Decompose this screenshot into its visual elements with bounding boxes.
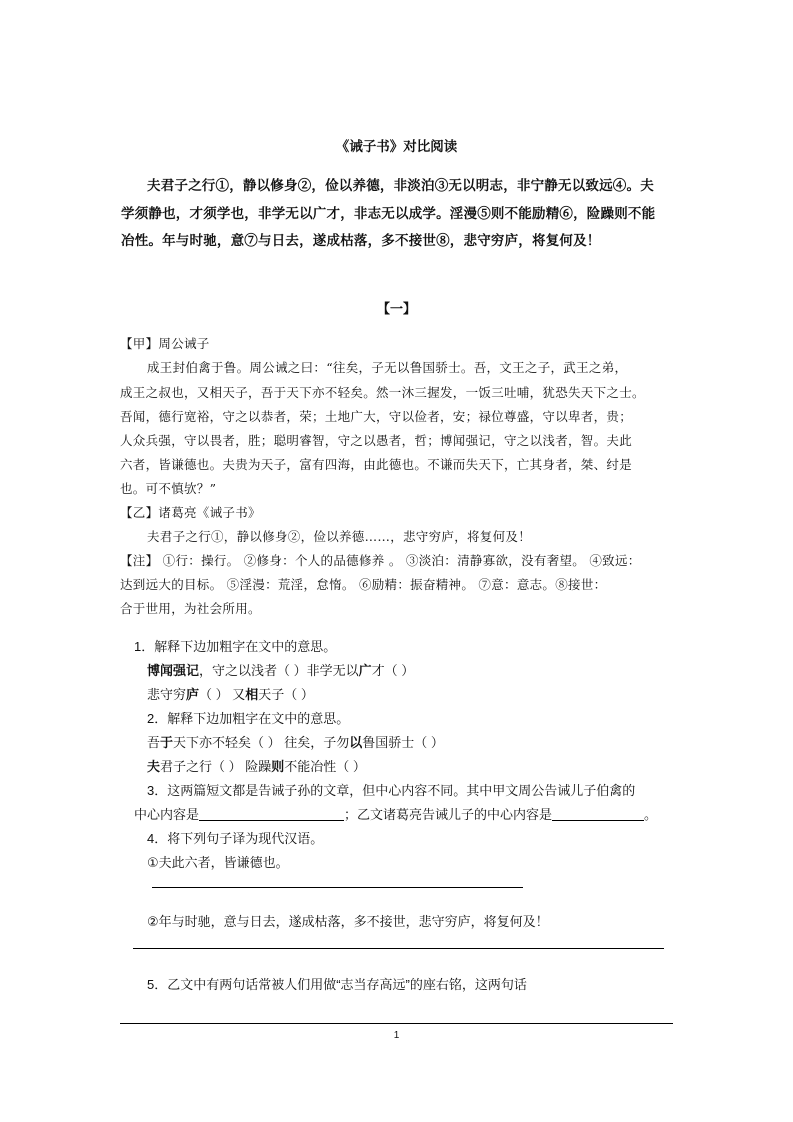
q3-answer-blank-1[interactable] — [199, 808, 344, 821]
jia-line-6: 也。可不慎欤？” — [120, 481, 217, 496]
q2-label: 2．解释下边加粗字在文中的意思。 — [147, 711, 350, 726]
q2-bold-4: 则 — [271, 759, 285, 774]
intro-line-1: 夫君子之行①，静以修身②，俭以养德，非淡泊③无以明志，非宁静无以致远④。夫 — [147, 178, 654, 194]
q2-bold-3: 夫 — [147, 759, 161, 774]
q1-text-1: ，守之以浅者（ ）非学无以 — [199, 663, 359, 678]
jia-line-5: 六者，皆谦德也。夫贵为天子，富有四海，由此德也。不谦而失天下，亡其身者，桀、纣是 — [120, 457, 633, 472]
jia-heading: 【甲】周公诫子 — [120, 336, 210, 351]
q2-text-4: 君子之行（ ） 险躁 — [160, 759, 272, 774]
footer-divider — [120, 1023, 673, 1024]
q1-bold-4: 相 — [245, 687, 259, 702]
q2-text-1: 吾 — [147, 735, 161, 750]
q4-answer-line-2[interactable] — [133, 948, 664, 949]
page-number: 1 — [393, 1030, 400, 1041]
q5-label: 5．乙文中有两句话常被人们用做“志当存高远”的座右铭，这两句话 — [147, 977, 527, 992]
q2-row-1 — [147, 732, 444, 751]
section-heading: 【一】 — [376, 302, 416, 317]
q1-text-2: 才（ ） — [371, 663, 415, 678]
q1-text-4: （ ） 又 — [199, 687, 246, 702]
page-title: 《诫子书》对比阅读 — [335, 139, 458, 155]
q2-row-2 — [147, 756, 366, 775]
q2-text-2: 天下亦不轻矣（ ） 往矣，子勿 — [173, 735, 350, 750]
q4-sentence-2: ②年与时驰，意与日去，遂成枯落，多不接世，悲守穷庐，将复何及！ — [147, 914, 549, 929]
intro-line-3: 冶性。年与时驰，意⑦与日去，遂成枯落，多不接世⑧，悲守穷庐，将复何及！ — [121, 233, 601, 249]
q3-text-b: ；乙文诸葛亮告诫儿子的中心内容是 — [344, 807, 553, 822]
q1-bold-1: 博闻强记 — [147, 663, 200, 678]
notes-line-1: 【注】 ①行：操行。 ②修身：个人的品德修养 。 ③淡泊：清静寡欲，没有奢望。 ④致远： — [120, 553, 641, 568]
q2-bold-1: 于 — [160, 735, 174, 750]
q1-text-3: 悲守穷 — [147, 687, 187, 702]
q1-label: 1．解释下边加粗字在文中的意思。 — [134, 639, 337, 654]
jia-line-2: 成王之叔也，又相天子，吾于天下亦不轻矣。然一沐三握发，一饭三吐哺，犹恐失天下之士。 — [120, 385, 645, 400]
q2-text-3: 鲁国骄士（ ） — [362, 735, 444, 750]
q1-bold-2: 广 — [358, 663, 372, 678]
yi-line: 夫君子之行①，静以修身②，俭以养德……，悲守穷庐，将复何及！ — [147, 529, 532, 544]
jia-line-4: 人众兵强，守以畏者，胜；聪明睿智，守之以愚者，哲；博闻强记，守之以浅者，智。夫此 — [120, 433, 633, 448]
q1-text-5: 天子（ ） — [258, 687, 314, 702]
jia-line-3: 吾闻，德行宽裕，守之以恭者，荣；土地广大，守以俭者，安；禄位尊盛，守以卑者，贵； — [120, 409, 633, 424]
intro-line-2: 学须静也，才须学也，非学无以广才，非志无以成学。淫漫⑤则不能励精⑥，险躁则不能 — [121, 206, 656, 222]
notes-line-3: 合于世用，为社会所用。 — [120, 601, 261, 616]
q1-row-2 — [147, 684, 314, 703]
jia-line-1: 成王封伯禽于鲁。周公诫之曰：“往矣，子无以鲁国骄士。吾，文王之子，武王之弟， — [147, 360, 628, 375]
q4-sentence-1: ①夫此六者，皆谦德也。 — [147, 855, 289, 870]
q3-text-c: 。 — [644, 807, 658, 822]
q1-row-1 — [147, 660, 414, 679]
q4-label: 4．将下列句子译为现代汉语。 — [147, 831, 324, 846]
q3-text-a: 中心内容是 — [134, 807, 200, 822]
q2-bold-2: 以 — [349, 735, 363, 750]
q3-line-2 — [134, 804, 657, 823]
yi-heading: 【乙】诸葛亮《诫子书》 — [120, 505, 261, 520]
q1-bold-3: 庐 — [186, 687, 200, 702]
notes-line-2: 达到远大的目标。 ⑤淫漫：荒淫，怠惰。 ⑥励精：振奋精神。 ⑦意：意志。⑧接世： — [120, 577, 607, 592]
q4-answer-line-1[interactable] — [152, 887, 523, 888]
q2-text-5: 不能冶性（ ） — [284, 759, 366, 774]
q3-line-1: 3．这两篇短文都是告诫子孙的文章，但中心内容不同。其中甲文周公告诫儿子伯禽的 — [147, 783, 636, 798]
q3-answer-blank-2[interactable] — [552, 808, 644, 821]
